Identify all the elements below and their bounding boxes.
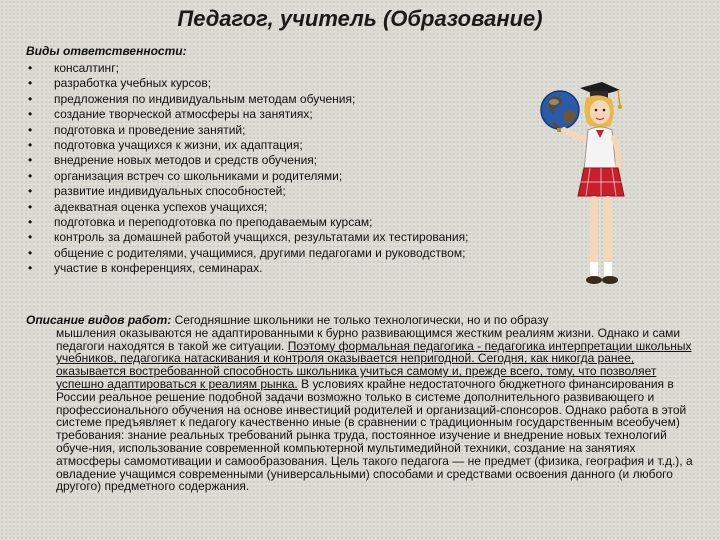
bullet-icon: • bbox=[28, 107, 33, 122]
list-item: • предложения по индивидуальным методам обучения; bbox=[28, 91, 356, 106]
description-text-2: В условиях крайне недостаточного бюджетного финансирования в России реальное решение подобной задачи возможно только в системе дополнительного развивающего и профессионального обучения на основе инвестиций родителей и организаций-спонсоров. Однако работа в этой системе предъявляет к педагогу качественно иные (в сравнении с традиционным государственным всеобучем) требования: знание реальных требований рынка труда, постоянное изучение и внедрение новых технологий обуче-ния, использование современной компьютерной мультимедийной техники, создание на занятиях атмосферы самомотивации и самообразования. Цель такого педагога — не предмет (физика, география и т.д.), а овладение учащимся современными (универсальными) способами и средствами освоения данного (и любого другого) предметного содержания. bbox=[56, 376, 693, 494]
list-item: • внедрение новых методов и средств обучения; bbox=[28, 153, 318, 168]
list-item: • адекватная оценка успехов учащихся; bbox=[28, 199, 268, 214]
description-underlined: Поэтому формальная педагогика - педагогика интерпретации школьных учебников, педагогика натаскивания и контроля оказывается непригодной. Сегодня, как никогда ранее, оказывается востребованной способность школьника учиться самому и, прежде всего, тому, что позволяет успешно адаптироваться к реалиям рынка. bbox=[56, 338, 692, 391]
bullet-icon: • bbox=[28, 138, 33, 153]
responsibilities-list bbox=[26, 61, 468, 277]
list-item: • общение с родителями, учащимися, другими педагогами и руководством; bbox=[28, 245, 466, 260]
bullet-icon: • bbox=[28, 261, 33, 276]
list-item: • развитие индивидуальных способностей; bbox=[28, 184, 286, 199]
list-item: • подготовка и переподготовка по преподаваемым курсам; bbox=[28, 215, 373, 230]
bullet-icon: • bbox=[28, 215, 33, 230]
bullet-icon: • bbox=[28, 168, 33, 183]
bullet-icon: • bbox=[28, 91, 33, 106]
bullet-icon: • bbox=[28, 76, 33, 91]
list-item: • разработка учебных курсов; bbox=[28, 76, 212, 91]
list-item: • участие в конференциях, семинарах. bbox=[28, 261, 263, 276]
bullet-icon: • bbox=[28, 199, 33, 214]
bullet-icon: • bbox=[28, 230, 33, 245]
description-text-1: мышления оказываются не адаптированными к бурно развивающимся жестким реалиям жизни. Однако и сами педагоги находятся в такой же ситуации. bbox=[56, 325, 681, 353]
list-item: • подготовка и проведение занятий; bbox=[28, 122, 246, 137]
list-item: • контроль за домашней работой учащихся, результатами их тестирования; bbox=[28, 230, 469, 245]
description-body bbox=[26, 327, 698, 493]
description-lead: Описание видов работ: bbox=[26, 313, 172, 327]
slide-title: Педагог, учитель (Образование) bbox=[177, 6, 543, 31]
list-item: • консалтинг; bbox=[28, 61, 119, 75]
bullet-icon: • bbox=[28, 61, 33, 75]
bullet-icon: • bbox=[28, 245, 33, 260]
bullet-icon: • bbox=[28, 184, 33, 199]
globe-icon bbox=[541, 91, 579, 132]
list-item: • подготовка учащихся к жизни, их адаптация; bbox=[28, 138, 303, 153]
description-first-text: Сегодняшние школьники не только технологически, но и по образу bbox=[171, 313, 549, 327]
bullet-icon: • bbox=[28, 122, 33, 137]
list-item: • организация встреч со школьниками и родителями; bbox=[28, 168, 343, 183]
bullet-icon: • bbox=[28, 153, 33, 168]
student-globe-illustration bbox=[540, 76, 626, 294]
responsibilities-heading: Виды ответственности: bbox=[26, 44, 187, 58]
list-item: • создание творческой атмосферы на занятиях; bbox=[28, 107, 313, 122]
work-description bbox=[26, 314, 698, 493]
